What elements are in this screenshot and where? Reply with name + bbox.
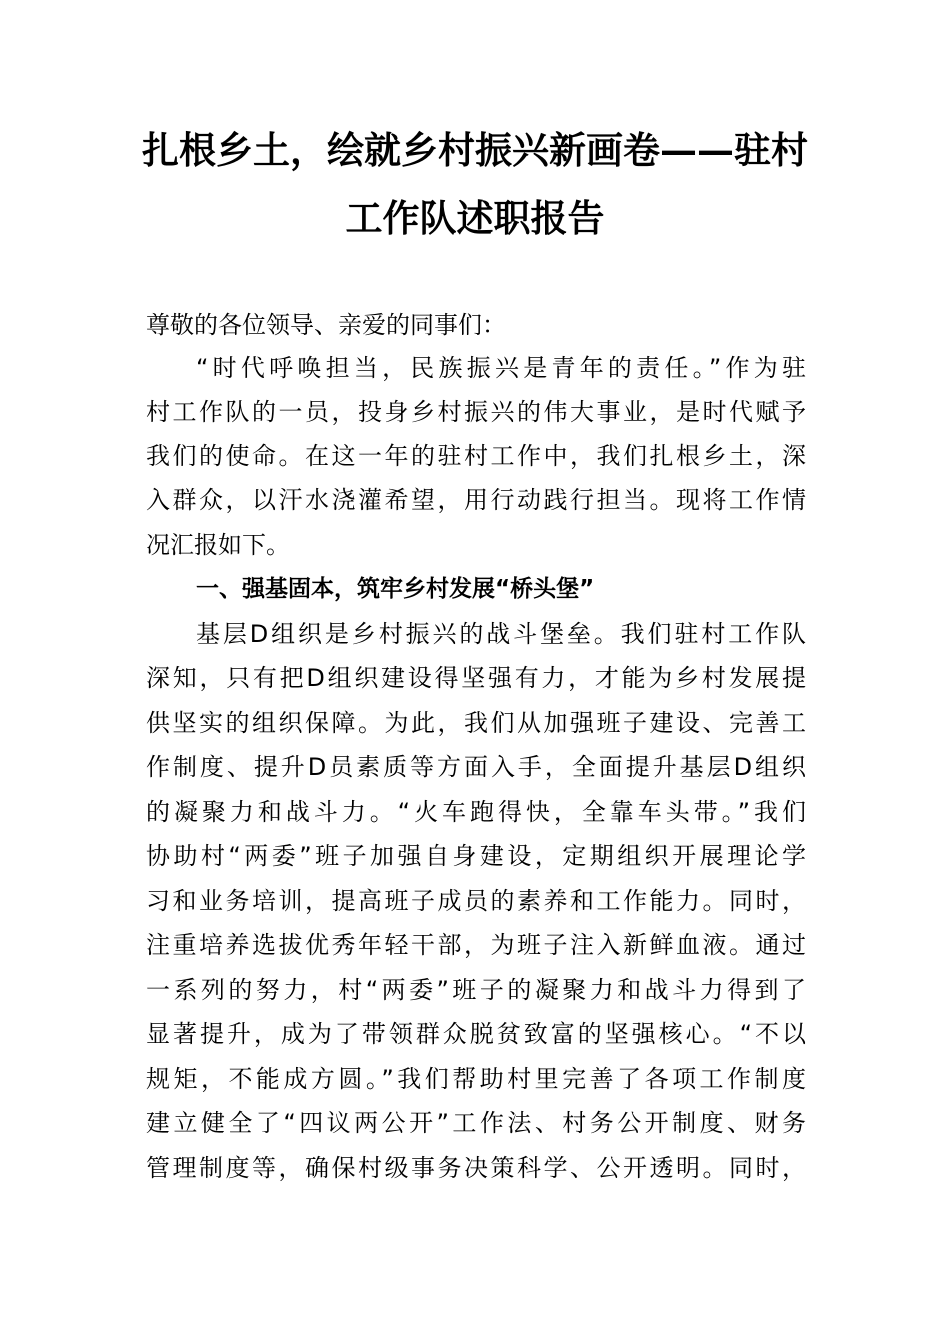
section1-paragraph-line: 的凝聚力和战斗力。“火车跑得快，全靠车头带。”我们 [146,798,806,826]
section1-paragraph-line: 管理制度等，确保村级事务决策科学、公开透明。同时， [146,1154,806,1182]
section1-paragraph-line: 规矩，不能成方圆。”我们帮助村里完善了各项工作制度 [146,1065,806,1093]
intro-paragraph-line: 我们的使命。在这一年的驻村工作中，我们扎根乡土，深 [146,442,806,470]
section1-paragraph-line: 显著提升，成为了带领群众脱贫致富的坚强核心。“不以 [146,1020,806,1048]
section1-paragraph-line: 基层D组织是乡村振兴的战斗堡垒。我们驻村工作队 [196,620,806,648]
section1-paragraph-line: 建立健全了“四议两公开”工作法、村务公开制度、财务 [146,1109,806,1137]
intro-paragraph-line: “时代呼唤担当，民族振兴是青年的责任。”作为驻 [196,354,806,382]
section1-paragraph-line: 协助村“两委”班子加强自身建设，定期组织开展理论学 [146,842,806,870]
intro-paragraph-line: 况汇报如下。 [146,531,290,559]
section1-paragraph-line: 供坚实的组织保障。为此，我们从加强班子建设、完善工 [146,709,806,737]
intro-paragraph-line: 入群众，以汗水浇灌希望，用行动践行担当。现将工作情 [146,486,806,514]
document-title-line-2: 工作队述职报告 [345,196,605,240]
section1-paragraph-line: 作制度、提升D员素质等方面入手，全面提升基层D组织 [146,753,806,781]
salutation: 尊敬的各位领导、亲爱的同事们： [146,311,506,339]
section1-paragraph-line: 习和业务培训，提高班子成员的素养和工作能力。同时， [146,887,806,915]
document-title-line-1: 扎根乡土，绘就乡村振兴新画卷——驻村 [142,128,808,172]
section1-paragraph-line: 一系列的努力，村“两委”班子的凝聚力和战斗力得到了 [146,976,806,1004]
section-heading-1: 一、强基固本，筑牢乡村发展“桥头堡” [196,576,595,602]
section1-paragraph-line: 深知，只有把D组织建设得坚强有力，才能为乡村发展提 [146,664,806,692]
section1-paragraph-line: 注重培养选拔优秀年轻干部，为班子注入新鲜血液。通过 [146,931,806,959]
intro-paragraph-line: 村工作队的一员，投身乡村振兴的伟大事业，是时代赋予 [146,398,806,426]
